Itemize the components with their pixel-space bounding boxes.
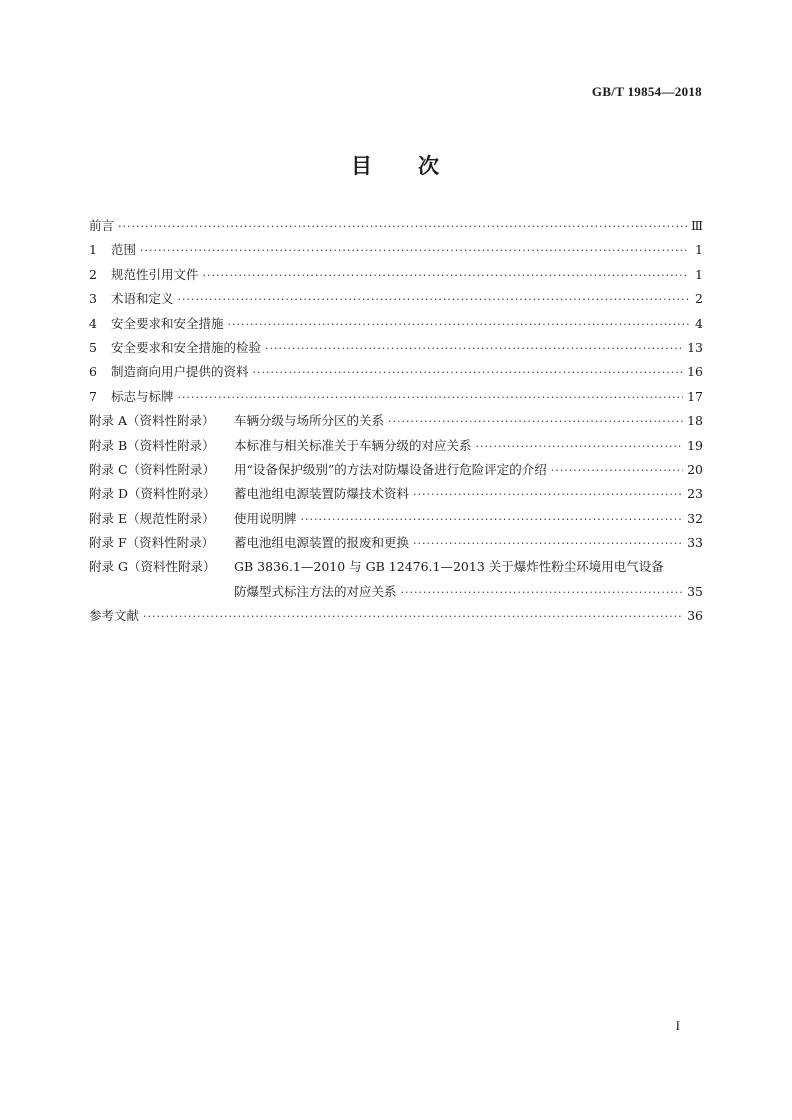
toc-dot-leader	[178, 386, 684, 410]
standard-number: GB/T 19854—2018	[591, 84, 702, 99]
toc-entry-page: 13	[687, 339, 703, 355]
toc-entry[interactable]	[89, 482, 703, 506]
toc-entry-page: 32	[687, 510, 703, 526]
toc-dot-leader	[253, 361, 684, 385]
toc-entry-annex-label: 附录 D（资料性附录）	[89, 486, 216, 502]
title-part-2: 次	[418, 154, 441, 178]
toc-entry-title[interactable]: 安全要求和安全措施的检验	[111, 339, 262, 355]
toc-entry-title[interactable]: 车辆分级与场所分区的关系	[234, 413, 385, 429]
toc-entry[interactable]	[89, 238, 703, 262]
toc-entry-number: 1	[89, 242, 97, 258]
toc-entry[interactable]	[89, 312, 703, 336]
toc-dot-leader	[203, 264, 689, 288]
toc-entry-title[interactable]: 前言	[89, 218, 115, 233]
toc-entry-page: 35	[687, 583, 703, 599]
toc-entry-title[interactable]: 使用说明牌	[234, 510, 297, 526]
toc-entry-title[interactable]: 用“设备保护级别”的方法对防爆设备进行危险评定的介绍	[234, 461, 547, 477]
toc-entry-title[interactable]: 范围	[111, 242, 137, 258]
toc-entry[interactable]	[89, 434, 703, 458]
toc-entry-page: 33	[687, 535, 703, 551]
toc-entry[interactable]	[89, 360, 703, 384]
toc-entry[interactable]	[89, 458, 703, 482]
toc-entry-annex-label: 附录 G（资料性附录）	[89, 559, 216, 575]
toc-entry-number: 4	[89, 315, 97, 331]
toc-entry-page: 1	[695, 266, 703, 282]
toc-entry-page: 19	[687, 437, 703, 453]
toc-entry-title[interactable]: 安全要求和安全措施	[111, 315, 224, 331]
toc-dot-leader	[118, 215, 687, 239]
toc-entry-title[interactable]: 制造商向用户提供的资料	[111, 364, 249, 380]
toc-entry-title[interactable]: 蓄电池组电源装置防爆技术资料	[234, 486, 410, 502]
toc-entry-number: 6	[89, 364, 97, 380]
toc-dot-leader	[228, 313, 689, 337]
toc-entry[interactable]	[89, 531, 703, 555]
toc-entry-annex-label: 附录 A（资料性附录）	[89, 413, 215, 429]
toc-entry-annex-label: 附录 C（资料性附录）	[89, 461, 216, 477]
toc-entry-title[interactable]: 防爆型式标注方法的对应关系	[234, 583, 397, 599]
toc-entry-page: 1	[695, 242, 703, 258]
toc-entry[interactable]	[89, 555, 703, 579]
toc-entry-title[interactable]: 标志与标牌	[111, 388, 174, 404]
toc-entry[interactable]	[89, 336, 703, 360]
page-folio: I	[675, 1018, 680, 1033]
toc-entry-page: 4	[695, 315, 703, 331]
title-part-1: 目	[351, 154, 374, 178]
toc-entry-annex-label: 附录 E（规范性附录）	[89, 510, 215, 526]
toc-entry-title[interactable]: 参考文献	[89, 608, 140, 624]
toc-entry-annex-label: 附录 B（资料性附录）	[89, 437, 215, 453]
toc-entry[interactable]	[89, 604, 703, 628]
toc-entry-title[interactable]: 规范性引用文件	[111, 266, 199, 282]
toc-dot-leader	[388, 410, 683, 434]
toc-dot-leader	[265, 337, 683, 361]
toc-entry-title[interactable]: GB 3836.1—2010 与 GB 12476.1—2013 关于爆炸性粉尘环境用电气设备	[234, 559, 664, 575]
toc-dot-leader	[476, 435, 684, 459]
toc-dot-leader	[401, 581, 684, 605]
toc-entry-annex-label: 附录 F（资料性附录）	[89, 535, 215, 551]
toc-entry[interactable]	[89, 385, 703, 409]
toc-dot-leader	[413, 532, 683, 556]
toc-entry[interactable]	[89, 214, 703, 238]
toc-entry[interactable]	[89, 263, 703, 287]
page-title	[0, 150, 792, 180]
toc-entry-title[interactable]: 术语和定义	[111, 291, 174, 307]
table-of-contents	[89, 214, 703, 629]
toc-entry[interactable]	[89, 580, 703, 604]
toc-entry[interactable]	[89, 409, 703, 433]
toc-dot-leader	[178, 288, 689, 312]
toc-entry-page: 2	[695, 291, 703, 307]
toc-entry-number: 5	[89, 339, 97, 355]
toc-dot-leader	[413, 483, 683, 507]
toc-entry[interactable]	[89, 507, 703, 531]
toc-entry-page: 36	[687, 608, 703, 624]
toc-entry-page: 20	[687, 461, 703, 477]
toc-dot-leader	[551, 459, 683, 483]
toc-entry-number: 7	[89, 388, 97, 404]
toc-entry-page: 23	[687, 486, 703, 502]
toc-entry-page: Ⅲ	[690, 218, 703, 233]
toc-entry-number: 2	[89, 266, 97, 282]
toc-entry[interactable]	[89, 287, 703, 311]
toc-entry-title[interactable]: 本标准与相关标准关于车辆分级的对应关系	[234, 437, 472, 453]
toc-entry-page: 17	[687, 388, 703, 404]
toc-entry-page: 16	[687, 364, 703, 380]
toc-entry-number: 3	[89, 291, 97, 307]
toc-entry-page: 18	[687, 413, 703, 429]
toc-dot-leader	[140, 239, 689, 263]
toc-dot-leader	[143, 605, 683, 629]
toc-dot-leader	[301, 508, 684, 532]
toc-entry-title[interactable]: 蓄电池组电源装置的报废和更换	[234, 535, 410, 551]
